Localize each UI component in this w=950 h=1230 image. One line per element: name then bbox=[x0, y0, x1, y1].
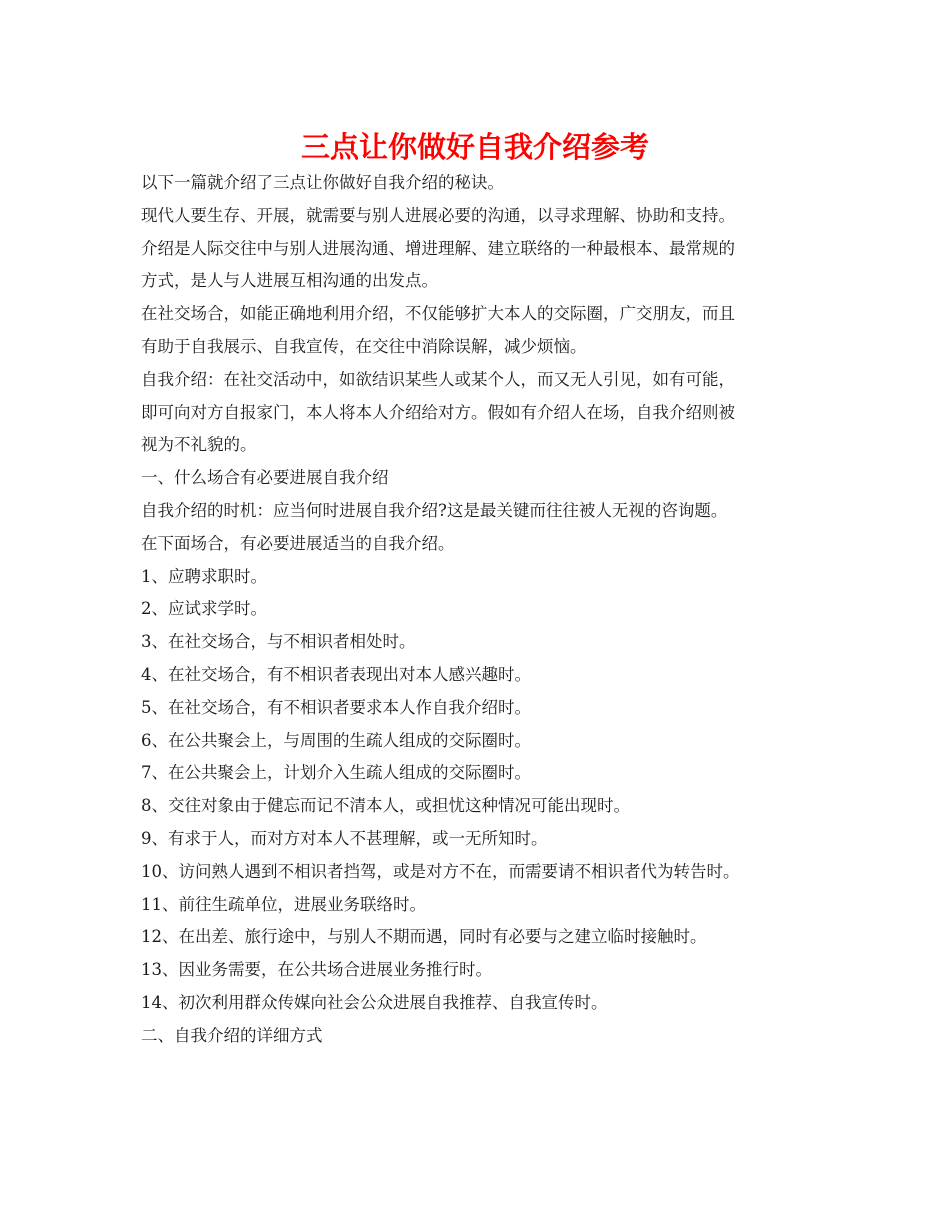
text-line: 方式，是人与人进展互相沟通的出发点。 bbox=[141, 271, 438, 291]
document-body bbox=[141, 167, 816, 1053]
list-item: 2、应试求学时。 bbox=[141, 599, 267, 619]
document-title: 三点让你做好自我介绍参考 bbox=[300, 130, 649, 164]
list-item: 12、在出差、旅行途中，与别人不期而遇，同时有必要与之建立临时接触时。 bbox=[141, 927, 707, 947]
text-line: 有助于自我展示、自我宣传，在交往中消除误解，减少烦恼。 bbox=[141, 336, 587, 356]
list-item: 11、前往生疏单位，进展业务联络时。 bbox=[141, 894, 426, 914]
text-line: 现代人要生存、开展，就需要与别人进展必要的沟通，以寻求理解、协助和支持。 bbox=[141, 205, 735, 225]
list-item: 3、在社交场合，与不相识者相处时。 bbox=[141, 632, 416, 652]
list-item: 6、在公共聚会上，与周围的生疏人组成的交际圈时。 bbox=[141, 730, 531, 750]
list-item: 14、初次利用群众传媒向社会公众进展自我推荐、自我宣传时。 bbox=[141, 992, 608, 1012]
text-line: 即可向对方自报家门，本人将本人介绍给对方。假如有介绍人在场，自我介绍则被 bbox=[141, 402, 735, 422]
text-line: 视为不礼貌的。 bbox=[141, 435, 257, 455]
list-item: 4、在社交场合，有不相识者表现出对本人感兴趣时。 bbox=[141, 664, 531, 684]
text-line: 介绍是人际交往中与别人进展沟通、增进理解、建立联络的一种最根本、最常规的 bbox=[141, 238, 735, 258]
text-line: 以下一篇就介绍了三点让你做好自我介绍的秘诀。 bbox=[141, 173, 504, 192]
list-item: 13、因业务需要，在公共场合进展业务推行时。 bbox=[141, 960, 492, 980]
list-item: 7、在公共聚会上，计划介入生疏人组成的交际圈时。 bbox=[141, 763, 531, 783]
list-item: 1、应聘求职时。 bbox=[141, 566, 267, 586]
section-heading: 二、自我介绍的详细方式 bbox=[141, 1025, 323, 1045]
list-item: 5、在社交场合，有不相识者要求本人作自我介绍时。 bbox=[141, 697, 531, 717]
list-item: 9、有求于人，而对方对本人不甚理解，或一无所知时。 bbox=[141, 828, 548, 848]
list-item: 8、交往对象由于健忘而记不清本人，或担忧这种情况可能出现时。 bbox=[141, 796, 630, 816]
text-line: 在社交场合，如能正确地利用介绍，不仅能够扩大本人的交际圈，广交朋友，而且 bbox=[141, 304, 735, 324]
list-item: 10、访问熟人遇到不相识者挡驾，或是对方不在，而需要请不相识者代为转告时。 bbox=[141, 861, 740, 881]
text-line: 自我介绍：在社交活动中，如欲结识某些人或某个人，而又无人引见，如有可能， bbox=[141, 369, 735, 389]
text-line: 在下面场合，有必要进展适当的自我介绍。 bbox=[141, 533, 455, 553]
section-heading: 一、什么场合有必要进展自我介绍 bbox=[141, 468, 389, 488]
text-line: 自我介绍的时机：应当何时进展自我介绍?这是最关键而往往被人无视的咨询题。 bbox=[141, 500, 728, 520]
